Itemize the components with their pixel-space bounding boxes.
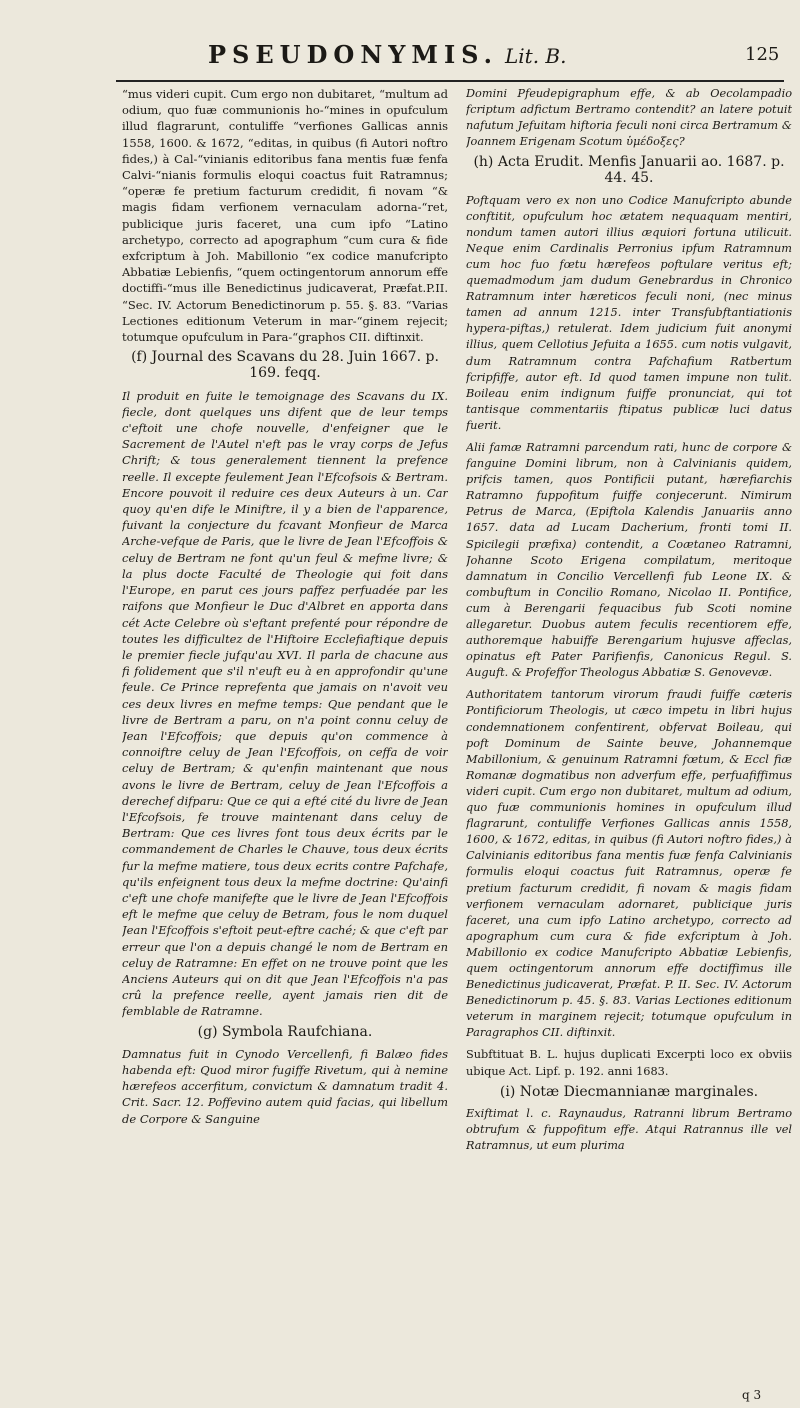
paragraph-substituat: Subftituat B. L. hujus duplicati Excerpti loco ex obviis ubique Act. Lipf. p. 192. anni 1683. <box>466 1048 792 1078</box>
continued-paragraph: Domini Pfeudepigraphum effe, & ab Oecolampadio fcriptum adfictum Bertramo contendit? an latere potuit nafutum Jefuitam hiftoria feculi noni circa Bertramum & Joannem Erigenam Scotum ὑμέδοξες? <box>466 87 792 149</box>
page-number: 125 <box>745 44 780 65</box>
quoted-paragraph: “mus videri cupit. Cum ergo non dubitaret, “multum ad odium, quo fuæ communionis ho-“mines in opufculum illud flagrarunt, contuliffe “verfiones Gallicas annis 1558, 1600. & 1672, “editas, in quibus (fi Autori noftro fides,) à Cal-“vinianis editoribus fana mentis fuæ fenfa Calvi-“nianis formulis eloqui coactus fuit Ratramnus; “operæ fe pretium facturum credidit, fi novam “& magis fidam verfionem vernaculam adorna-“ret, publicique juris faceret, una cum ipfo “Latino archetypo, correcto ad apographum “cum cura & fide exfcriptum à Joh. Mabillonio “ex codice manufcripto Abbatiæ Lebienfis, “quem octingentorum annorum effe doctiffi-“mus ille Benedictinus judicaverat, Præfat.P.II. “Sec. IV. Actorum Benedictinorum p. 55. §. 83. “Varias Lectiones editionum Veterum in mar-“ginem rejecit; totumque opufculum in Para-“graphos CII. diftinxit. <box>122 87 448 345</box>
paragraph-authoritatem: Authoritatem tantorum virorum fraudi fuiffe cæteris Pontificiorum Theologis, ut cæco impetu in libri hujus condemnationem confentirent, obfervat Boileau, qui poft Dominum de Sainte beuve, Johannemque Mabillonium, & genuinum Ratramni fœtum, & Eccl fiæ Romanæ dogmatibus non adverfum effe, perfuafiffimus videri cupit. Cum ergo non dubitaret, multum ad odium, quo fuæ communionis homines in opufculum illud flagrarunt, contuliffe Verfiones Gallicas annis 1558, 1600, & 1672, editas, in quibus (fi Autori noftro fides,) à Calvinianis editoribus fana mentis fuæ fenfa Calvinianis formulis eloqui coactus fuit Ratramnus, operæ fe pretium facturum credidit, fi novam & magis fidam verfionem vernaculam adornaret, publicique juris faceret, una cum ipfo Latino archetypo, correcto ad apographum cum cura & fide exfcriptum à Joh. Mabillonio ex codice Manufcripto Abbatiæ Lebienfis, quem octingentorum annorum effe doctiffimus ille Benedictinus judicaverat, Præfat. P. II. Sec. IV. Actorum Benedictinorum p. 45. §. 83. Varias Lectiones editionum veterum in marginem rejecit; totumque opufculum in Paragraphos CII. diftinxit. <box>466 688 792 1040</box>
french-paragraph: Il produit en fuite le temoignage des Scavans du IX. fiecle, dont quelques uns difent que de leur temps c'eftoit une chofe nouvelle, d'enfeigner que le Sacrement de l'Autel n'eft pas le vray corps de Jefus Chrift; & tous generalement tiennent la prefence reelle. Il excepte feulement Jean l'Efcofsois & Bertram. Encore pouvoit il reduire ces deux Auteurs à un. Car quoy qu'en dife le Miniftre, il y a bien de l'apparence, fuivant la conjecture du fcavant Monfieur de Marca Arche-vefque de Paris, que le livre de Jean l'Efcoffois & celuy de Bertram ne font qu'un feul & mefme livre; & la plus docte Faculté de Theologie qui foit dans l'Europe, en parut ces jours paffez perfuadée par les raifons que Monfieur le Duc d'Albret en apporta dans cét Acte Celebre où s'eftant prefenté pour répondre de toutes les difficultez de l'Hiftoire Ecclefiaftique depuis le premier fiecle jufqu'au XVI. Il parla de chacune aus fi folidement que s'il n'euft eu à en approfondir qu'une feule. Ce Prince reprefenta que jamais on n'avoit veu ces deux livres en mefme temps: Que pendant que le livre de Bertram a paru, on n'a point connu celuy de Jean l'Efcoffois; que depuis qu'on commence à connoiftre celuy de Jean l'Efcoffois, on ceffa de voir celuy de Bertram; & qu'enfin maintenant que nous avons le livre de Bertram, celuy de Jean l'Efcoffois a derechef difparu: Que ce qui a efté cité du livre de Jean l'Efcofsois, fe trouve maintenant dans celuy de Bertram: Que ces livres font tous deux écrits par le commandement de Charles le Chauve, tous deux écrits fur la mefme matiere, tous deux ecrits contre Pafchafe, qu'ils enfeignent tous deux la mefme doctrine: Qu'ainfi c'eft une chofe manifefte que le livre de Jean l'Efcoffois eft le mefme que celuy de Betram, fous le nom duquel Jean l'Efcoffois s'eftoit peut-eftre caché; & que c'eft par erreur que l'on a depuis changé le nom de Bertram en celuy de Ratramne: En effet on ne trouve point que les Anciens Auteurs qui on dit que Jean l'Efcoffois n'a pas crû la prefence reelle, ayent jamais rien dit de femblable de Ratramne. <box>122 388 448 1019</box>
footnote-g-heading: (g) Symbola Raufchiana. <box>197 1023 373 1040</box>
running-title: PSEUDONYMIS. <box>208 40 499 69</box>
running-header <box>0 40 800 76</box>
paragraph-alii: Alii famæ Ratramni parcendum rati, hunc de corpore & fanguine Domini librum, non à Calvinianis quidem, prifcis tamen, quos Pontificii putant, hærefiarchis Ratramno fuppofitum fuiffe conjecerunt. Nimirum Petrus de Marca, (Epiftola Kalendis Januariis anno 1657. data ad Lucam Dacherium, fronti tomi II. Spicilegii præfixa) contendit, a Coætaneo Ratramni, Johanne Scoto Erigena compilatum, meritoque damnatum in Concilio Vercellenfi fub Leone IX. & combuftum in Concilio Romano, Nicolao II. Pontifice, cum à Berengarii fequacibus fub Scoti nomine allegaretur. Duobus autem feculis recentiorem effe, authoremque habuiffe Berengarium hujusve affeclas, opinatus eft Pater Parifienfis, Canonicus Regul. S. Auguft. & Profeffor Theologus Abbatiæ S. Genovevæ. <box>466 440 792 680</box>
footnote-i-heading: (i) Notæ Diecmannianæ marginales. <box>499 1083 759 1100</box>
signature-mark: q 3 <box>742 1388 762 1402</box>
latin-paragraph: Damnatus fuit in Cynodo Vercellenfi, fi Balæo fides habenda eft: Quod miror fugiffe Rivetum, qui à nemine hærefeos accerfitum, convictum & damnatum tradit 4. Crit. Sacr. 12. Poffevino autem quid facias, qui libellum de Corpore & Sanguine <box>122 1046 448 1126</box>
paragraph-existimat: Exiftimat l. c. Raynaudus, Ratranni librum Bertramo obtrufum & fuppofitum effe. Atqui Ratrannus ille vel Ratramnus, ut eum plurima <box>466 1106 792 1152</box>
header-rule <box>116 80 784 82</box>
footnote-h-heading: (h) Acta Erudit. Menfis Januarii ao. 1687. p. 44. 45. <box>473 154 785 187</box>
paragraph-postquam: Poftquam vero ex non uno Codice Manufcripto abunde conftitit, opufculum hoc ætatem nequaquam mentiri, nondum tamen autori illius æquiori fortuna utilicuit. Neque enim Cardinalis Perronius ipfum Ratramnum cum hoc fuo fœtu hærefeos poftulare veritus eft; quemadmodum jam dudum Genebrardus in Chronico Ratramnum inter hæreticos feculi noni, (nec minus tamen ad annum 1215. inter Transfubftantiationis hypera-piftas,) retulerat. Idem judicium fuit anonymi illius, quem Cellotius Jefuita a 1655. cum notis vulgavit, dum Ratramnum contra Pafchafium Ratbertum fcripfiffe, autor eft. Id quod tamen impune non tulit. Boileau enim indignum fuiffe pronunciat, qui tot tantisque commentariis ftipatus publicæ luci datus fuerit. <box>466 193 792 432</box>
left-column <box>122 86 448 1396</box>
footnote-f-heading: (f) Journal des Scavans du 28. Juin 1667. p. 169. feqq. <box>131 349 439 382</box>
right-column <box>466 86 792 1396</box>
section-letter: Lit. B. <box>505 44 567 68</box>
